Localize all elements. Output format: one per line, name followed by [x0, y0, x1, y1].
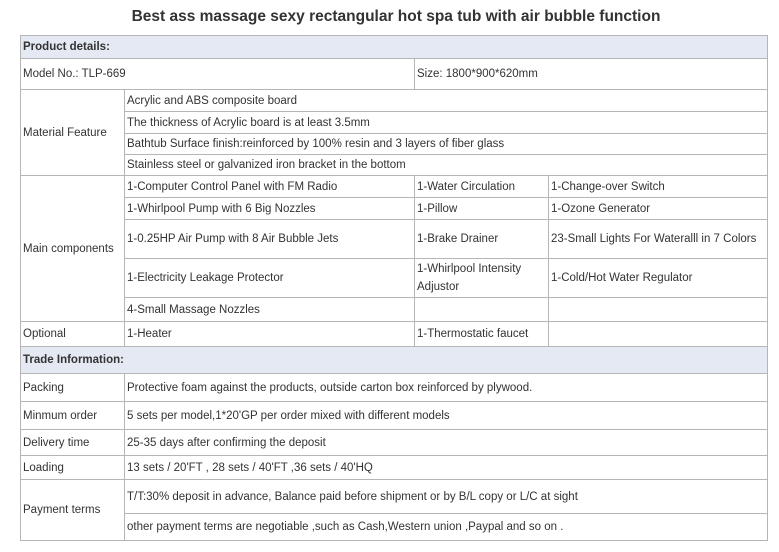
- payment-terms-label: Payment terms: [21, 480, 125, 541]
- payment-terms-item: other payment terms are negotiable ,such as Cash,Western union ,Paypal and so on .: [125, 514, 768, 541]
- component-cell: 1-Brake Drainer: [415, 220, 549, 259]
- model-number: Model No.: TLP-669: [21, 59, 415, 90]
- main-components-label: Main components: [21, 176, 125, 322]
- delivery-time-label: Delivery time: [21, 430, 125, 456]
- min-order-label: Minmum order: [21, 402, 125, 430]
- page-title: Best ass massage sexy rectangular hot spa tub with air bubble function: [131, 8, 661, 25]
- delivery-time-value: 25-35 days after confirming the deposit: [125, 430, 768, 456]
- component-cell: 1-Whirlpool Intensity Adjustor: [415, 259, 549, 298]
- payment-terms-item: T/T:30% deposit in advance, Balance paid before shipment or by B/L copy or L/C at sight: [125, 480, 768, 514]
- material-feature-item: The thickness of Acrylic board is at least 3.5mm: [125, 112, 768, 134]
- optional-item: [549, 322, 768, 347]
- min-order-value: 5 sets per model,1*20'GP per order mixed with different models: [125, 402, 768, 430]
- component-cell: 1-0.25HP Air Pump with 8 Air Bubble Jets: [125, 220, 415, 259]
- material-feature-item: Bathtub Surface finish:reinforced by 100% resin and 3 layers of fiber glass: [125, 134, 768, 155]
- product-spec-table: [20, 35, 768, 541]
- component-cell: 4-Small Massage Nozzles: [125, 298, 415, 322]
- packing-value: Protective foam against the products, outside carton box reinforced by plywood.: [125, 374, 768, 402]
- component-cell: 1-Whirlpool Pump with 6 Big Nozzles: [125, 198, 415, 220]
- component-cell: 1-Water Circulation: [415, 176, 549, 198]
- component-cell: 23-Small Lights For Wateralll in 7 Colors: [549, 220, 768, 259]
- material-feature-item: Acrylic and ABS composite board: [125, 90, 768, 112]
- component-cell: 1-Ozone Generator: [549, 198, 768, 220]
- component-cell: [415, 298, 549, 322]
- component-cell: [549, 298, 768, 322]
- material-feature-item: Stainless steel or galvanized iron bracket in the bottom: [125, 155, 768, 176]
- component-cell: 1-Pillow: [415, 198, 549, 220]
- material-feature-label: Material Feature: [21, 90, 125, 176]
- component-cell: 1-Change-over Switch: [549, 176, 768, 198]
- optional-label: Optional: [21, 322, 125, 347]
- optional-item: 1-Heater: [125, 322, 415, 347]
- size-value: Size: 1800*900*620mm: [415, 59, 768, 90]
- optional-item: 1-Thermostatic faucet: [415, 322, 549, 347]
- component-cell: 1-Electricity Leakage Protector: [125, 259, 415, 298]
- product-details-header: Product details:: [21, 36, 768, 59]
- loading-label: Loading: [21, 456, 125, 480]
- loading-value: 13 sets / 20'FT , 28 sets / 40'FT ,36 sets / 40'HQ: [125, 456, 768, 480]
- packing-label: Packing: [21, 374, 125, 402]
- trade-information-header: Trade Information:: [21, 347, 768, 374]
- component-cell: 1-Computer Control Panel with FM Radio: [125, 176, 415, 198]
- component-cell: 1-Cold/Hot Water Regulator: [549, 259, 768, 298]
